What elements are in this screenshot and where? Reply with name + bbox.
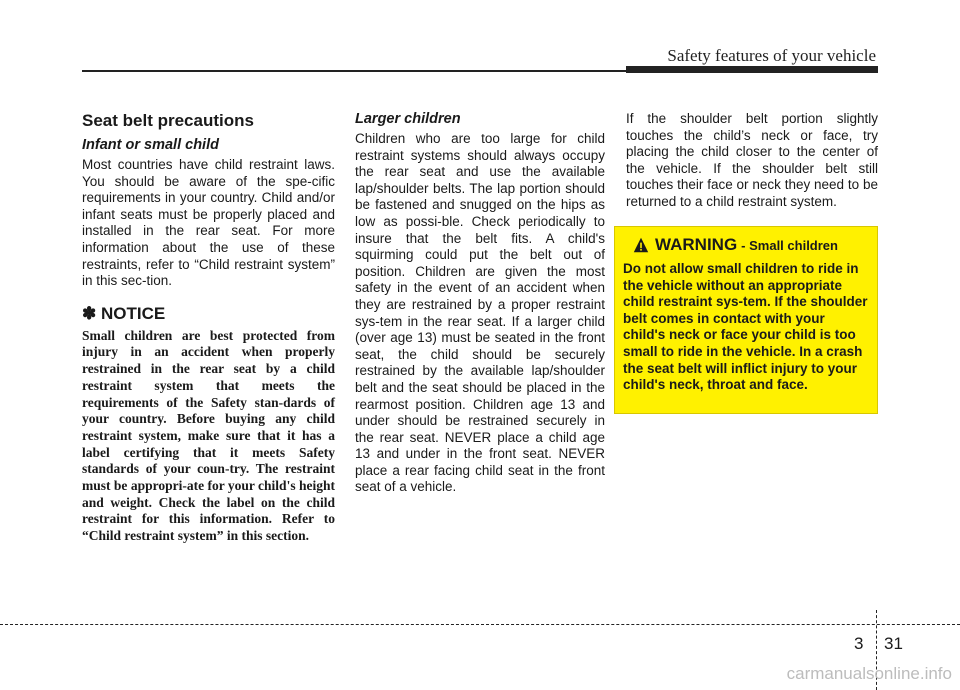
warning-box bbox=[614, 226, 878, 414]
column-left bbox=[82, 111, 335, 545]
notice-paragraph: Small children are best protected from injury in an accident when properly restrained in the rear seat by a child restraint system that meets the requirements of the Safety stan-dards of your country. Before buying any child restraint system, make sure that it has a label certifying that it meets Safety standards of your coun-try. The restraint must be appropri-ate for your child's height and weight. Check the label on the child restraint for this information. Refer to “Child restraint system” in this section. bbox=[82, 327, 335, 544]
page-chapter: 3 bbox=[854, 634, 864, 653]
warning-subtitle: - Small children bbox=[741, 237, 838, 253]
header-rule-accent bbox=[626, 66, 878, 73]
notice-heading bbox=[82, 304, 335, 324]
page-number: 31 bbox=[884, 634, 903, 653]
warning-heading bbox=[633, 235, 869, 255]
shoulder-belt-paragraph: If the shoulder belt portion slightly touches the child’s neck or face, try placing the child closer to the center of the vehicle. If the shoulder belt still touches their face or neck they need to be returned to a child restraint system. bbox=[626, 111, 878, 209]
footer-rule bbox=[0, 624, 960, 625]
subsection-title-infant: Infant or small child bbox=[82, 137, 219, 153]
infant-paragraph: Most countries have child restraint laws. You should be aware of the spe-cific requirements in your country. Child and/or infant seats must be properly placed and installed in the rear seat. For more information about the use of these restraints, refer to “Child restraint system” in this sec-tion. bbox=[82, 157, 335, 289]
header-title: Safety features of your vehicle bbox=[667, 46, 876, 65]
column-right bbox=[626, 111, 878, 211]
warning-text: Do not allow small children to ride in the vehicle without an appropriate child restraint sys-tem. If the shoulder belt comes in contact with your child's neck or face your child is too small to ride in the vehicle. In a crash the seat belt will inflict injury to your child's neck, throat and face. bbox=[623, 261, 868, 393]
column-middle bbox=[355, 111, 605, 496]
subsection-title-larger: Larger children bbox=[355, 111, 461, 127]
notice-title: NOTICE bbox=[100, 303, 166, 323]
warning-word: WARNING bbox=[655, 235, 738, 254]
notice-star-icon: ✽ bbox=[82, 303, 97, 323]
section-title: Seat belt precautions bbox=[82, 111, 254, 130]
header-rule bbox=[82, 70, 632, 72]
warning-triangle-icon bbox=[633, 237, 649, 253]
watermark: carmanualsonline.info bbox=[786, 664, 952, 683]
larger-children-paragraph: Children who are too large for child restraint systems should always occupy the rear seat and use the available lap/shoulder belts. The lap portion should be fastened and snugged on the hips as low as possi-ble. Check periodically to insure that the belt fits. A child's squirming could put the belt out of position. Children are given the most safety in the event of an accident when they are restrained by a proper restraint sys-tem in the rear seat. If a larger child (over age 13) must be seated in the front seat, the child should be securely restrained by the available lap/shoulder belt and the seat should be placed in the rearmost position. Children age 13 and under should be restrained securely in the rear seat. NEVER place a child age 13 and under in the front seat. NEVER place a rear facing child seat in the front seat of a vehicle. bbox=[355, 131, 605, 495]
